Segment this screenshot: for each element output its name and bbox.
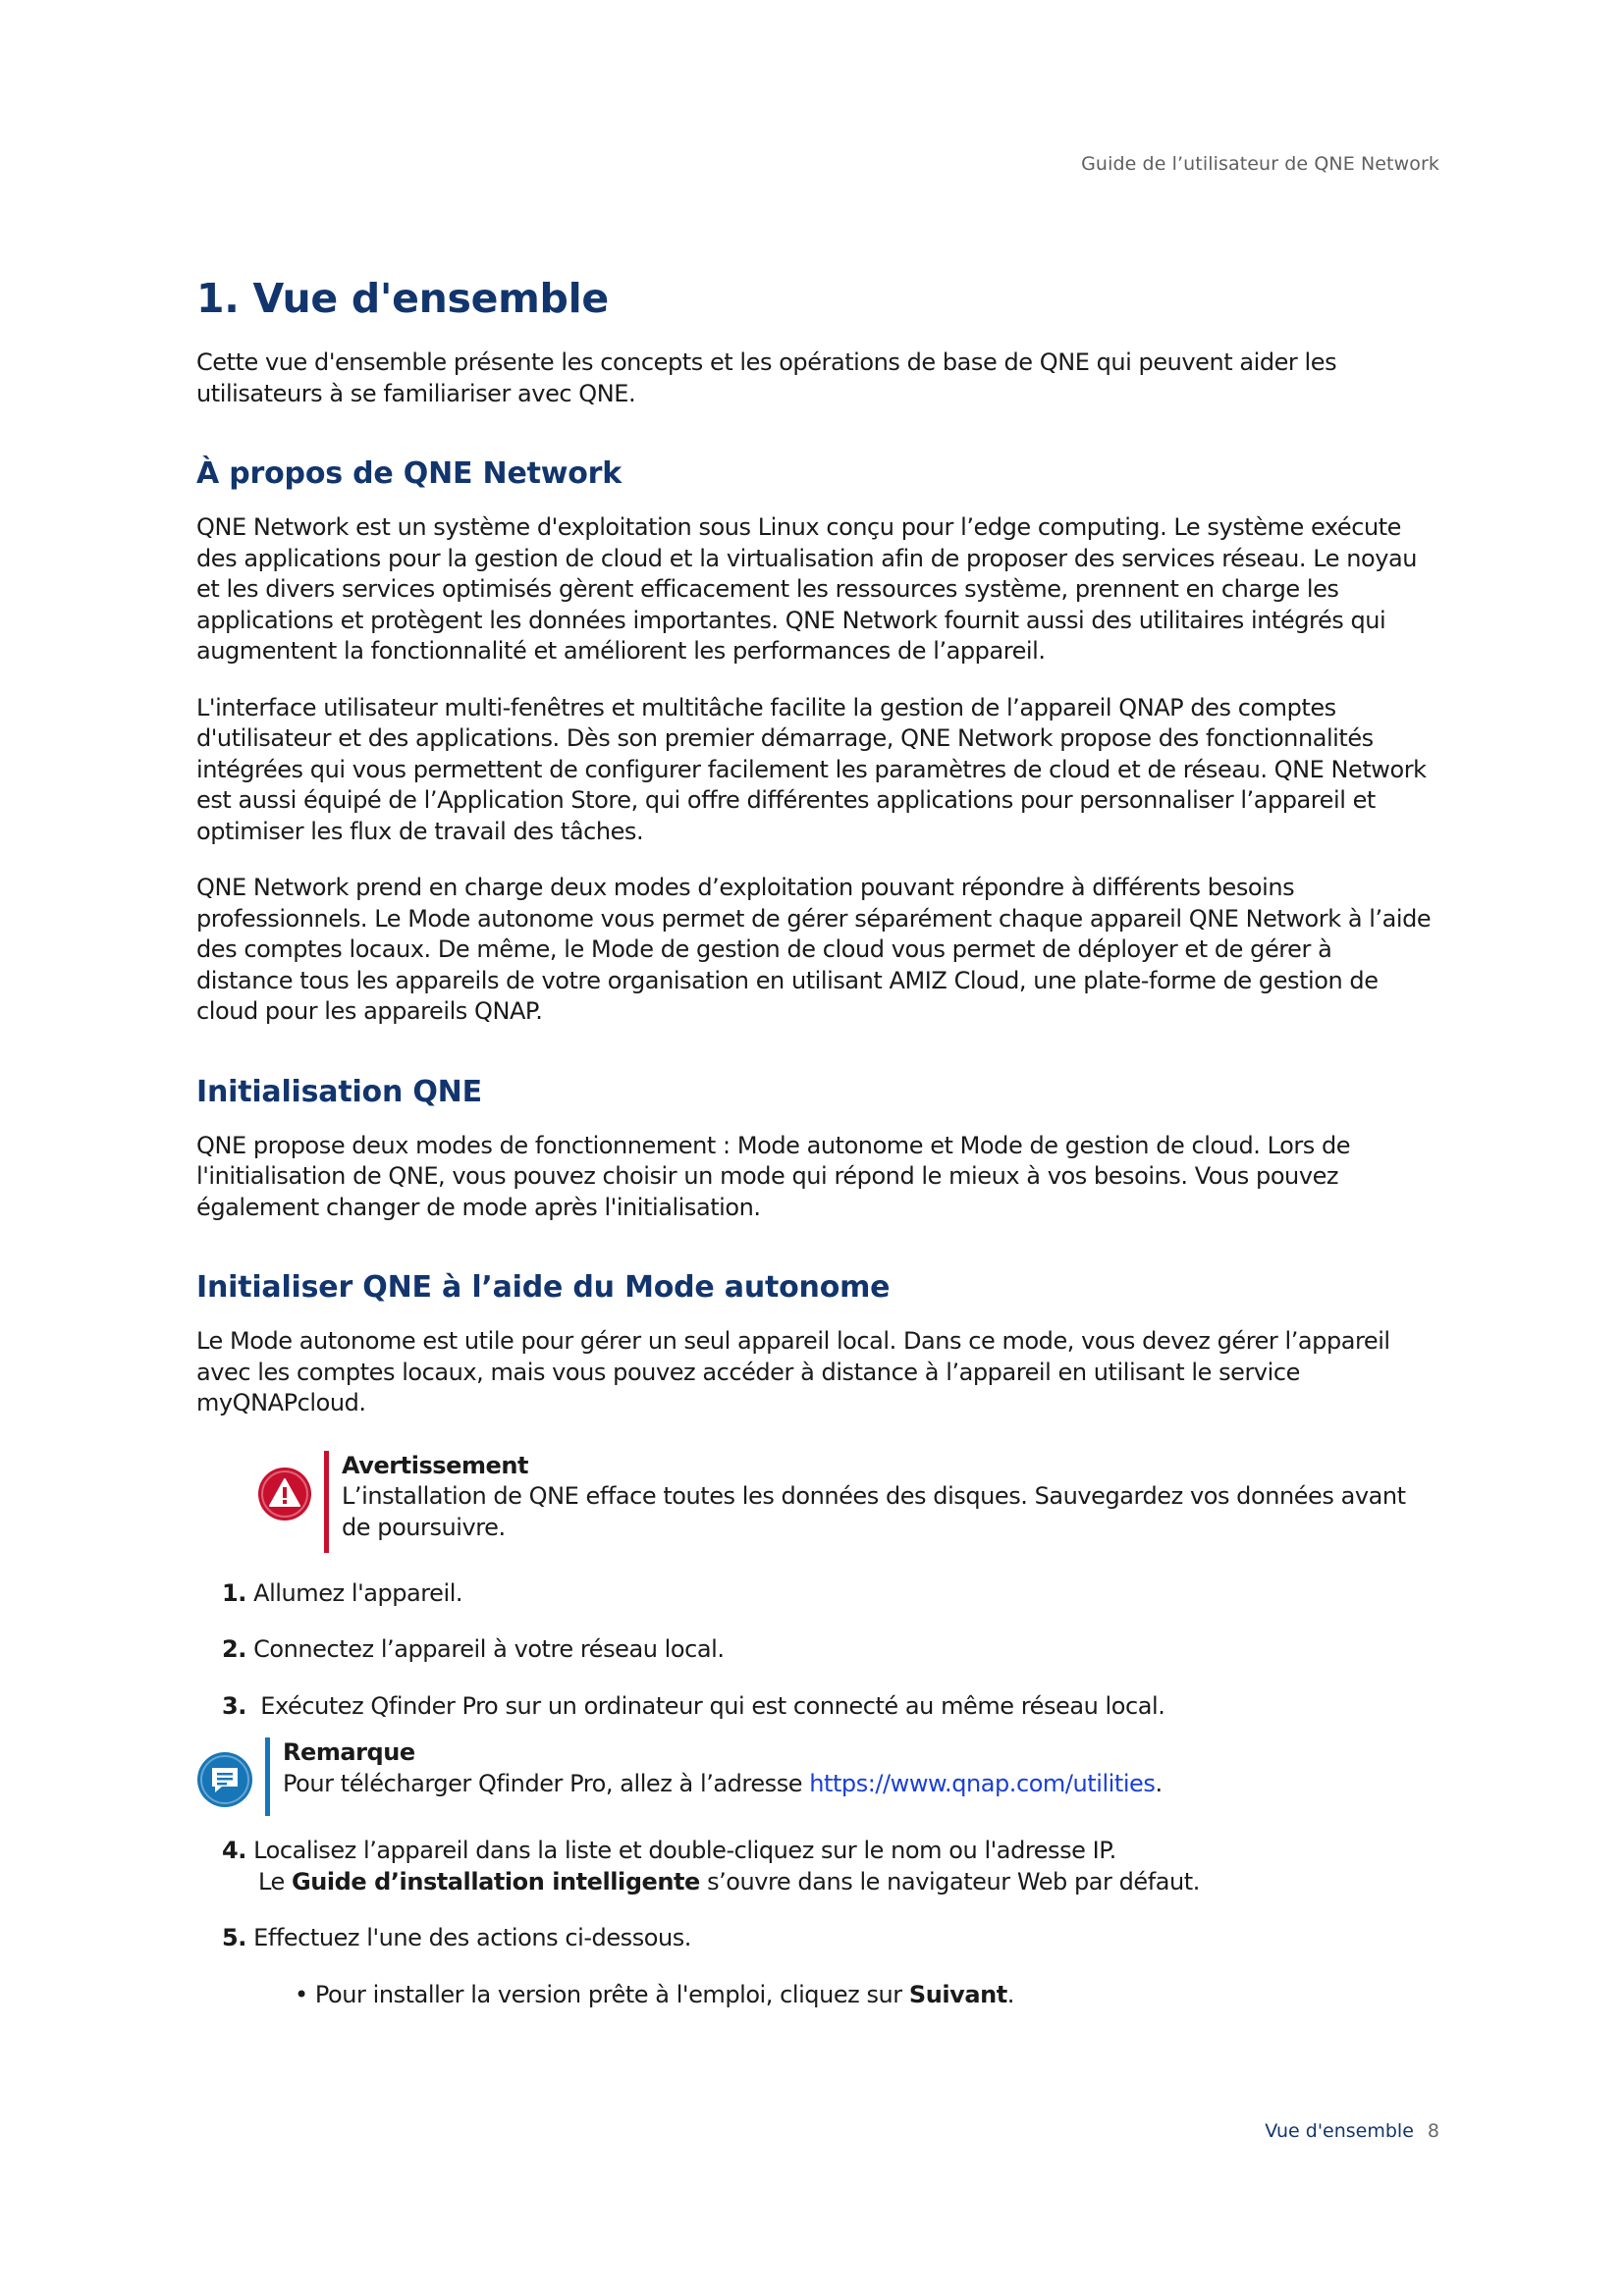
warning-callout [324, 1451, 1434, 1553]
step-number: 2. [222, 1635, 246, 1663]
heading-init: Initialisation QNE [196, 1074, 482, 1109]
next-label: Suivant [908, 1980, 1007, 2008]
step-4 [222, 1836, 1434, 1897]
step-text: Effectuez l'une des actions ci-dessous. [253, 1924, 691, 1951]
note-callout [265, 1737, 1434, 1816]
about-paragraph-2: L'interface utilisateur multi-fenêtres et multitâche facilite la gestion de l’appareil QNAP des comptes d'utilisateur et des applications. Dès son premier démarrage, QNE Network propose des fonctionnalités intégrées qui vous permettent de configurer facilement les paramètres de cloud et de réseau. QNE Network est aussi équipé de l’Application Store, qui offre différentes applications pour personnaliser l’appareil et optimiser les flux de travail des tâches. [196, 693, 1427, 845]
init-paragraph: QNE propose deux modes de fonctionnement : Mode autonome et Mode de gestion de cloud. Lors de l'initialisation de QNE, vous pouvez choisir un mode qui répond le mieux à vos besoins. Vous pouvez également changer de mode après l'initialisation. [196, 1131, 1351, 1221]
page-number: 8 [1427, 2120, 1439, 2142]
step-number: 3. [222, 1691, 246, 1720]
page-content [196, 275, 1434, 2010]
about-paragraph-3: QNE Network prend en charge deux modes d’exploitation pouvant répondre à différents besoins professionnels. Le Mode autonome vous permet de gérer séparément chaque appareil QNE Network à l’aide des comptes locaux. De même, le Mode de gestion de cloud vous permet de déployer et de gérer à distance tous les appareils de votre organisation en utilisant AMIZ Cloud, une plate-forme de gestion de cloud pour les appareils QNAP. [196, 874, 1432, 1025]
page-title: 1. Vue d'ensemble [196, 275, 609, 322]
note-title: Remarque [283, 1738, 415, 1766]
qfinder-download-link[interactable]: https://www.qnap.com/utilities [809, 1769, 1156, 1797]
step-text: Connectez l’appareil à votre réseau local. [253, 1635, 725, 1663]
warning-bar [324, 1451, 329, 1553]
step-1 [222, 1578, 1434, 1610]
step-text: Allumez l'appareil. [253, 1578, 463, 1607]
step-text: Exécutez Qfinder Pro sur un ordinateur qui est connecté au même réseau local. [260, 1691, 1165, 1720]
heading-about: À propos de QNE Network [196, 456, 623, 491]
note-icon [196, 1751, 253, 1808]
running-header: Guide de l’utilisateur de QNE Network [1081, 153, 1439, 175]
step-2 [222, 1634, 1434, 1666]
standalone-paragraph: Le Mode autonome est utile pour gérer un seul appareil local. Dans ce mode, vous devez gérer l’appareil avec les comptes locaux, mais vous pouvez accéder à distance à l’appareil en utilisant le service myQNAPcloud. [196, 1327, 1390, 1416]
footer-section: Vue d'ensemble [1265, 2120, 1414, 2142]
action-bullet: • Pour installer la version prête à l'emploi, cliquez sur Suivant. [295, 1980, 1014, 2008]
step-4-detail: Le Guide d’installation intelligente s’ouvre dans le navigateur Web par défaut. [258, 1867, 1200, 1896]
step-number: 5. [222, 1924, 246, 1951]
step-number: 1. [222, 1578, 246, 1607]
warning-title: Avertissement [342, 1451, 529, 1479]
note-bar [265, 1737, 270, 1816]
step-number: 4. [222, 1837, 246, 1864]
note-text: Pour télécharger Qfinder Pro, allez à l’adresse https://www.qnap.com/utilities. [283, 1769, 1163, 1797]
about-paragraph-1: QNE Network est un système d'exploitation sous Linux conçu pour l’edge computing. Le système exécute des applications pour la gestion de cloud et la virtualisation afin de proposer des services réseau. Le noyau et les divers services optimisés gèrent efficacement les ressources système, prennent en charge les applications et protègent les données importantes. QNE Network fournit aussi des utilitaires intégrés qui augmentent la fonctionnalité et améliorent les performances de l’appareil. [196, 513, 1417, 665]
heading-standalone: Initialiser QNE à l’aide du Mode autonome [196, 1270, 891, 1305]
warning-text: L’installation de QNE efface toutes les données des disques. Sauvegardez vos données avant de poursuivre. [342, 1482, 1406, 1541]
step-3 [222, 1691, 1434, 1723]
intro-paragraph: Cette vue d'ensemble présente les concepts et les opérations de base de QNE qui peuvent aider les utilisateurs à se familiariser avec QNE. [196, 348, 1337, 407]
warning-icon [257, 1467, 312, 1522]
step-5 [222, 1923, 1434, 1954]
page-footer [1265, 2120, 1439, 2142]
step-text: Localisez l’appareil dans la liste et double-cliquez sur le nom ou l'adresse IP. [253, 1837, 1116, 1864]
